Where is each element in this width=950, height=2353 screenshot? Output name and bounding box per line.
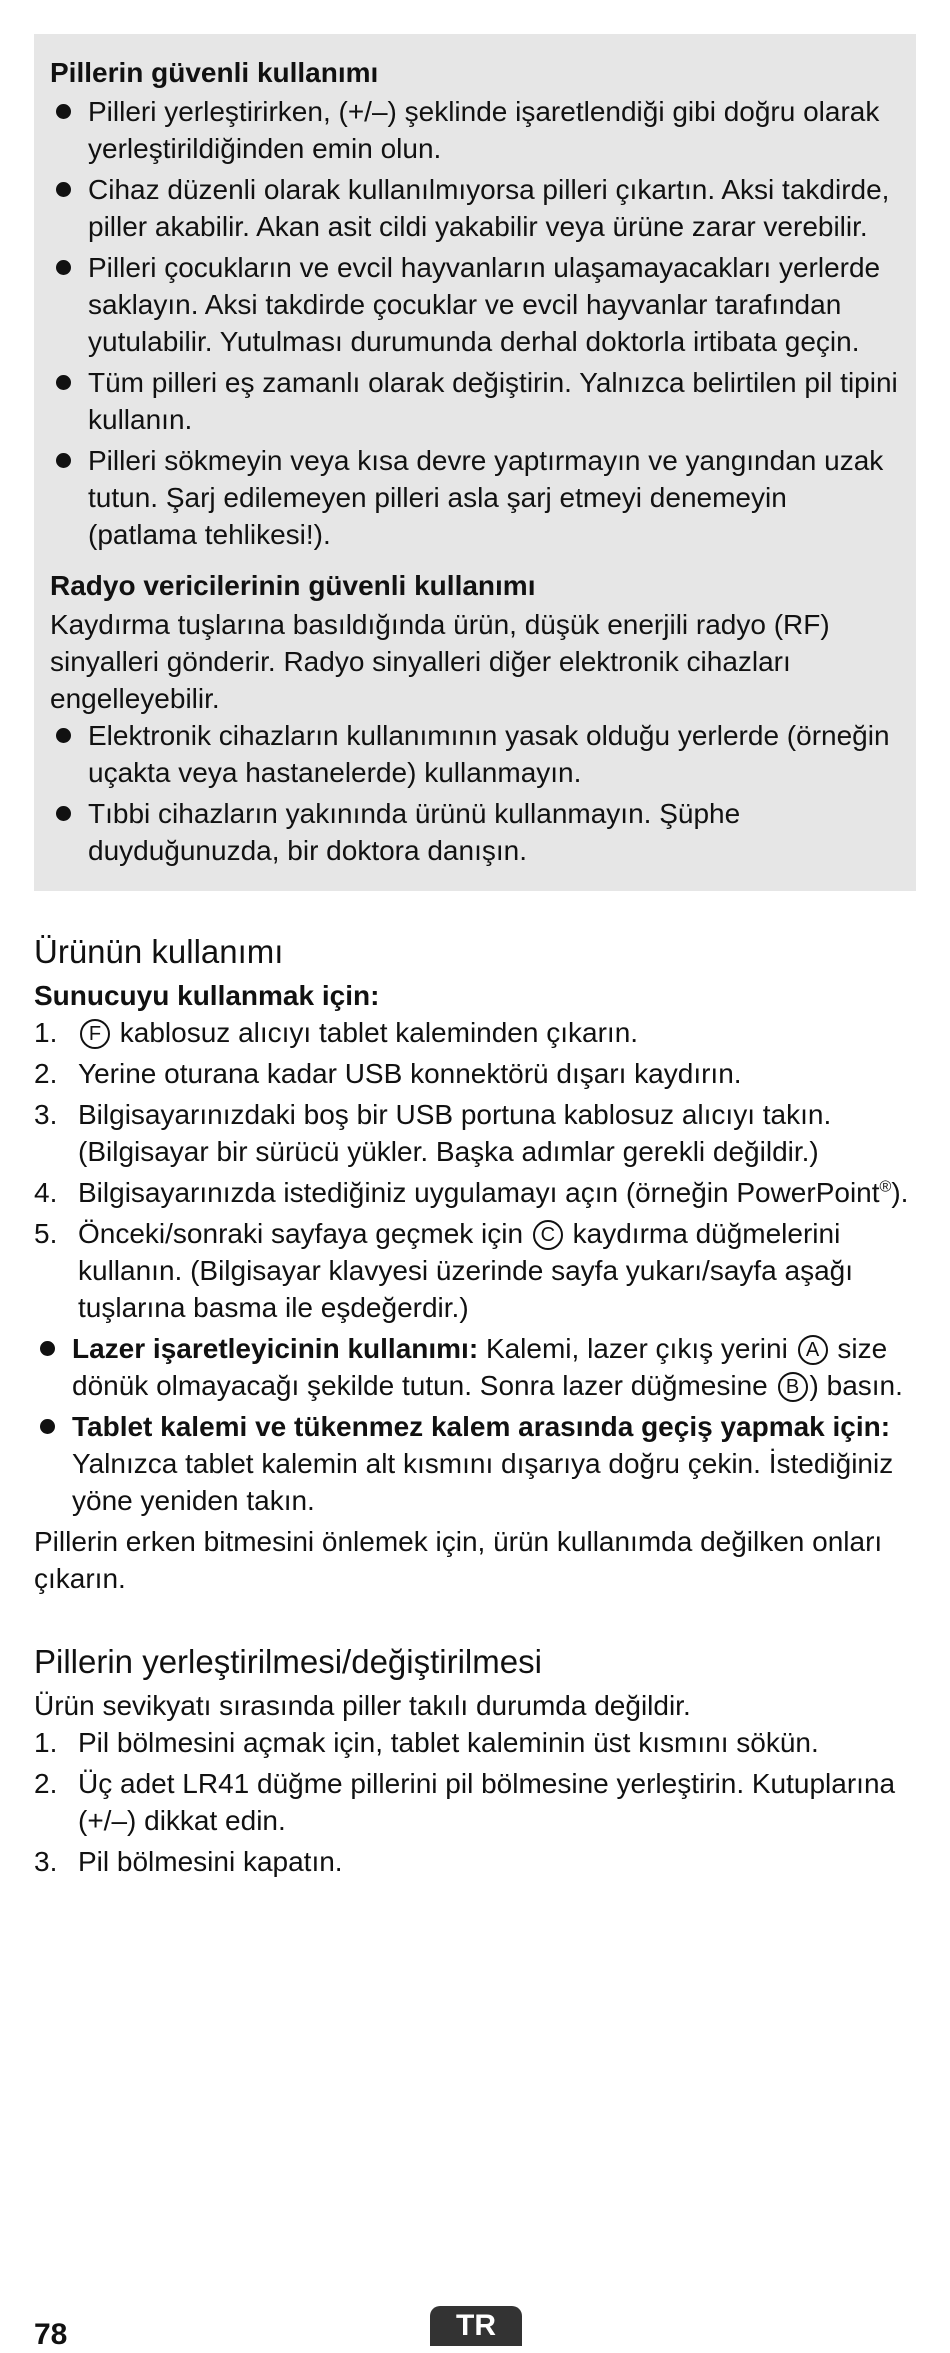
bullet-icon (40, 1419, 55, 1434)
safety-notice-box (34, 34, 916, 891)
bullet-icon (56, 260, 71, 275)
bullet-icon (56, 375, 71, 390)
usage-subtitle: Sunucuyu kullanmak için: (34, 980, 380, 1011)
list-item: Tablet kalemi ve tükenmez kalem arasında geçiş yapmak için: Yalnızca tablet kalemin alt kısmını dışarıya doğru çekin. İstediğiniz yöne yeniden takın. (34, 1408, 916, 1519)
battery-steps-list (34, 1724, 916, 1880)
list-item: 1. Pil bölmesini açmak için, tablet kaleminin üst kısmını sökün. (34, 1727, 819, 1758)
label-b-icon: B (778, 1372, 808, 1402)
bullet-icon (56, 182, 71, 197)
list-item: 2. Üç adet LR41 düğme pillerini pil bölmesine yerleştirin. Kutuplarına (+/–) dikkat edin. (34, 1768, 896, 1836)
usage-note: Pillerin erken bitmesini önlemek için, ürün kullanımda değilken onları çıkarın. (34, 1526, 883, 1594)
bullet-icon (56, 806, 71, 821)
battery-safety-title: Pillerin güvenli kullanımı (50, 57, 379, 88)
list-item: Elektronik cihazların kullanımının yasak olduğu yerlerde (örneğin uçakta veya hastanelerde) kullanmayın. (50, 717, 900, 791)
label-c-icon: C (533, 1220, 563, 1250)
list-item: Tüm pilleri eş zamanlı olarak değiştirin. Yalnızca belirtilen pil tipini kullanın. (50, 364, 900, 438)
list-item: 2. Yerine oturana kadar USB konnektörü dışarı kaydırın. (34, 1058, 742, 1089)
usage-section-title: Ürünün kullanımı (34, 933, 284, 970)
battery-section-title: Pillerin yerleştirilmesi/değiştirilmesi (34, 1643, 542, 1680)
list-item: 3. Bilgisayarınızdaki boş bir USB portuna kablosuz alıcıyı takın. (Bilgisayar bir sürücü yükler. Başka adımlar gerekli değildir.) (34, 1099, 832, 1167)
list-item: 3. Pil bölmesini kapatın. (34, 1846, 343, 1877)
list-item: Lazer işaretleyicinin kullanımı: Kalemi, lazer çıkış yerini A size dönük olmayacağı şekilde tutun. Sonra lazer düğmesine B ) basın. (34, 1330, 916, 1404)
label-f-icon: F (80, 1019, 110, 1049)
bullet-icon (40, 1341, 55, 1356)
list-item: Pilleri yerleştirirken, (+/–) şeklinde işaretlendiği gibi doğru olarak yerleştirildiğinden emin olun. (50, 93, 900, 167)
label-a-icon: A (798, 1335, 828, 1365)
language-tab: TR (430, 2306, 522, 2346)
bullet-icon (56, 453, 71, 468)
radio-safety-paragraph: Kaydırma tuşlarına basıldığında ürün, düşük enerjili radyo (RF) sinyalleri gönderir. Radyo sinyalleri diğer elektronik cihazları engelleyebilir. (50, 609, 830, 714)
list-item: 5. Önceki/sonraki sayfaya geçmek için C kaydırma düğmelerini kullanın. (Bilgisayar klavyesi üzerinde sayfa yukarı/sayfa aşağı tuşlarına basma ile eşdeğerdir.) (34, 1218, 854, 1323)
usage-bullets (34, 1330, 916, 1519)
battery-safety-list (50, 93, 900, 553)
radio-safety-list (50, 717, 900, 869)
list-item: Cihaz düzenli olarak kullanılmıyorsa pilleri çıkartın. Aksi takdirde, piller akabilir. Akan asit cildi yakabilir veya ürüne zarar verebilir. (50, 171, 900, 245)
battery-intro: Ürün sevikyatı sırasında piller takılı durumda değildir. (34, 1690, 691, 1721)
usage-steps-list (34, 1014, 916, 1326)
bullet-icon (56, 728, 71, 743)
page-content (34, 34, 916, 1884)
list-item: 4. Bilgisayarınızda istediğiniz uygulamayı açın (örneğin PowerPoint®). (34, 1177, 909, 1208)
list-item: 1. F kablosuz alıcıyı tablet kaleminden çıkarın. (34, 1017, 639, 1048)
battery-section (34, 1641, 916, 1880)
list-item: Pilleri çocukların ve evcil hayvanların ulaşamayacakları yerlerde saklayın. Aksi takdirde çocuklar ve evcil hayvanlar tarafından yutulabilir. Yutulması durumunda derhal doktorla irtibata geçin. (50, 249, 900, 360)
radio-safety-title: Radyo vericilerinin güvenli kullanımı (50, 570, 536, 601)
list-item: Pilleri sökmeyin veya kısa devre yaptırmayın ve yangından uzak tutun. Şarj edilemeyen pilleri asla şarj etmeyi denemeyin (patlama tehlikesi!). (50, 442, 900, 553)
list-item: Tıbbi cihazların yakınında ürünü kullanmayın. Şüphe duyduğunuzda, bir doktora danışın. (50, 795, 900, 869)
bullet-icon (56, 104, 71, 119)
page-number: 78 (34, 2318, 68, 2351)
